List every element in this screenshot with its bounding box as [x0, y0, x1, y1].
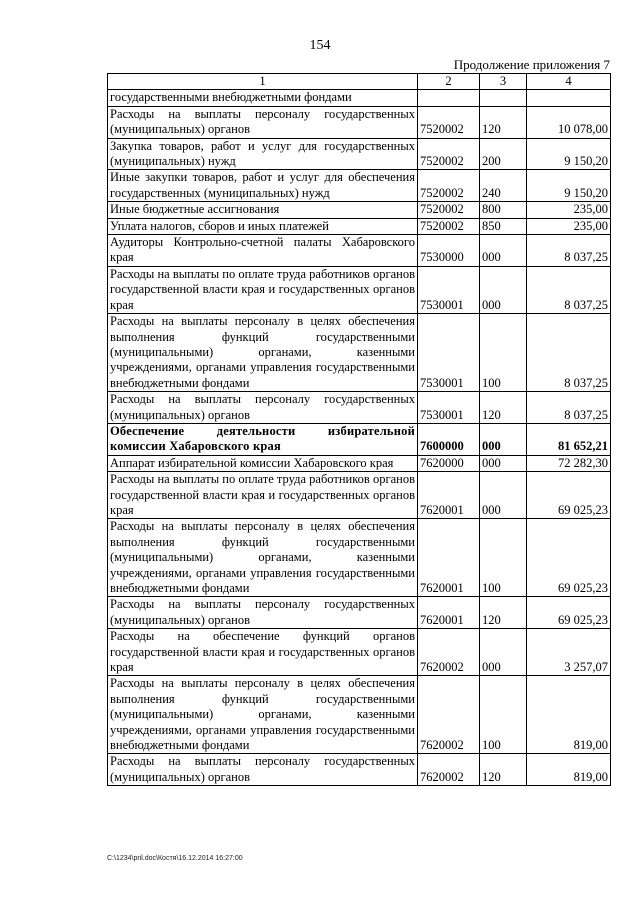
row-name-cell: Аппарат избирательной комиссии Хабаровского края [108, 455, 418, 471]
row-name-cell: Иные закупки товаров, работ и услуг для обеспечения государственных (муниципальных) нужд [108, 170, 418, 202]
continuation-label: Продолжение приложения 7 [453, 57, 610, 72]
row-name-cell: государственными внебюджетными фондами [108, 90, 418, 106]
table-row [108, 106, 611, 138]
row-sum-cell: 235,00 [527, 218, 611, 234]
row-code-cell: 7530000 [418, 235, 480, 267]
document-path-footer: C:\1234\pril.doc\Костя\16.12.2014 16:27:00 [107, 855, 243, 862]
table-row [108, 472, 611, 519]
row-sum-cell [527, 90, 611, 106]
row-name-cell: Расходы на выплаты персоналу государственных (муниципальных) органов [108, 106, 418, 138]
row-name-cell: Уплата налогов, сборов и иных платежей [108, 218, 418, 234]
row-name-cell: Расходы на выплаты персоналу в целях обеспечения выполнения функций государственными (муниципальными) органами, казенными учреждениями, органами управления государственными внебюджетными фондами [108, 519, 418, 597]
column-header-2: 2 [418, 74, 480, 90]
row-code-cell: 7620002 [418, 629, 480, 676]
row-code-cell: 7530001 [418, 314, 480, 392]
row-kind-cell: 120 [480, 392, 527, 424]
table-row [108, 235, 611, 267]
row-sum-cell: 69 025,23 [527, 519, 611, 597]
row-kind-cell: 000 [480, 629, 527, 676]
row-kind-cell [480, 90, 527, 106]
row-name-cell: Расходы на выплаты персоналу в целях обеспечения выполнения функций государственными (муниципальными) органами, казенными учреждениями, органами управления государственными внебюджетными фондами [108, 676, 418, 754]
row-kind-cell: 000 [480, 455, 527, 471]
row-code-cell: 7620002 [418, 754, 480, 786]
row-kind-cell: 200 [480, 138, 527, 170]
row-sum-cell: 819,00 [527, 676, 611, 754]
table-row [108, 754, 611, 786]
column-header-1: 1 [108, 74, 418, 90]
row-kind-cell: 120 [480, 106, 527, 138]
appendix-table [107, 73, 611, 786]
row-code-cell: 7520002 [418, 138, 480, 170]
row-sum-cell: 8 037,25 [527, 266, 611, 313]
page-number: 154 [309, 38, 331, 53]
row-name-cell: Расходы на выплаты персоналу государственных (муниципальных) органов [108, 597, 418, 629]
row-kind-cell: 000 [480, 266, 527, 313]
row-sum-cell: 10 078,00 [527, 106, 611, 138]
row-name-cell: Расходы на выплаты персоналу государственных (муниципальных) органов [108, 754, 418, 786]
table-row [108, 202, 611, 218]
row-kind-cell: 000 [480, 472, 527, 519]
row-kind-cell: 100 [480, 519, 527, 597]
row-code-cell: 7530001 [418, 392, 480, 424]
table-row [108, 266, 611, 313]
row-sum-cell: 9 150,20 [527, 170, 611, 202]
row-code-cell [418, 90, 480, 106]
row-name-cell: Закупка товаров, работ и услуг для государственных (муниципальных) нужд [108, 138, 418, 170]
row-sum-cell: 8 037,25 [527, 392, 611, 424]
row-sum-cell: 72 282,30 [527, 455, 611, 471]
row-code-cell: 7620002 [418, 676, 480, 754]
row-kind-cell: 240 [480, 170, 527, 202]
row-name-cell: Аудиторы Контрольно-счетной палаты Хабаровского края [108, 235, 418, 267]
row-code-cell: 7620001 [418, 472, 480, 519]
row-code-cell: 7520002 [418, 218, 480, 234]
column-header-3: 3 [480, 74, 527, 90]
row-kind-cell: 100 [480, 314, 527, 392]
row-name-cell: Расходы на выплаты по оплате труда работников органов государственной власти края и государственных органов края [108, 266, 418, 313]
row-kind-cell: 120 [480, 597, 527, 629]
row-code-cell: 7520002 [418, 202, 480, 218]
row-sum-cell: 9 150,20 [527, 138, 611, 170]
row-code-cell: 7620001 [418, 519, 480, 597]
table-row [108, 519, 611, 597]
row-name-cell: Расходы на обеспечение функций органов государственной власти края и государственных органов края [108, 629, 418, 676]
row-name-cell: Расходы на выплаты персоналу государственных (муниципальных) органов [108, 392, 418, 424]
row-name-cell: Расходы на выплаты по оплате труда работников органов государственной власти края и государственных органов края [108, 472, 418, 519]
table-row [108, 314, 611, 392]
row-code-cell: 7620001 [418, 597, 480, 629]
table-row [108, 170, 611, 202]
row-code-cell: 7520002 [418, 170, 480, 202]
row-code-cell: 7520002 [418, 106, 480, 138]
table-row [108, 629, 611, 676]
row-name-cell: Иные бюджетные ассигнования [108, 202, 418, 218]
table-header-row [108, 74, 611, 90]
table-row [108, 392, 611, 424]
row-sum-cell: 69 025,23 [527, 472, 611, 519]
row-sum-cell: 81 652,21 [527, 423, 611, 455]
row-kind-cell: 850 [480, 218, 527, 234]
table-row [108, 138, 611, 170]
row-kind-cell: 000 [480, 235, 527, 267]
row-kind-cell: 120 [480, 754, 527, 786]
row-sum-cell: 3 257,07 [527, 629, 611, 676]
row-name-cell: Расходы на выплаты персоналу в целях обеспечения выполнения функций государственными (муниципальными) органами, казенными учреждениями, органами управления государственными внебюджетными фондами [108, 314, 418, 392]
table-body [108, 90, 611, 786]
row-kind-cell: 800 [480, 202, 527, 218]
row-kind-cell: 100 [480, 676, 527, 754]
row-sum-cell: 8 037,25 [527, 314, 611, 392]
table-row [108, 218, 611, 234]
row-sum-cell: 819,00 [527, 754, 611, 786]
table-row [108, 676, 611, 754]
table-row [108, 423, 611, 455]
row-code-cell: 7600000 [418, 423, 480, 455]
table-row [108, 90, 611, 106]
table-row [108, 455, 611, 471]
column-header-4: 4 [527, 74, 611, 90]
table-row [108, 597, 611, 629]
row-sum-cell: 69 025,23 [527, 597, 611, 629]
row-sum-cell: 8 037,25 [527, 235, 611, 267]
row-kind-cell: 000 [480, 423, 527, 455]
row-code-cell: 7530001 [418, 266, 480, 313]
row-code-cell: 7620000 [418, 455, 480, 471]
row-sum-cell: 235,00 [527, 202, 611, 218]
row-name-cell: Обеспечение деятельности избирательной комиссии Хабаровского края [108, 423, 418, 455]
